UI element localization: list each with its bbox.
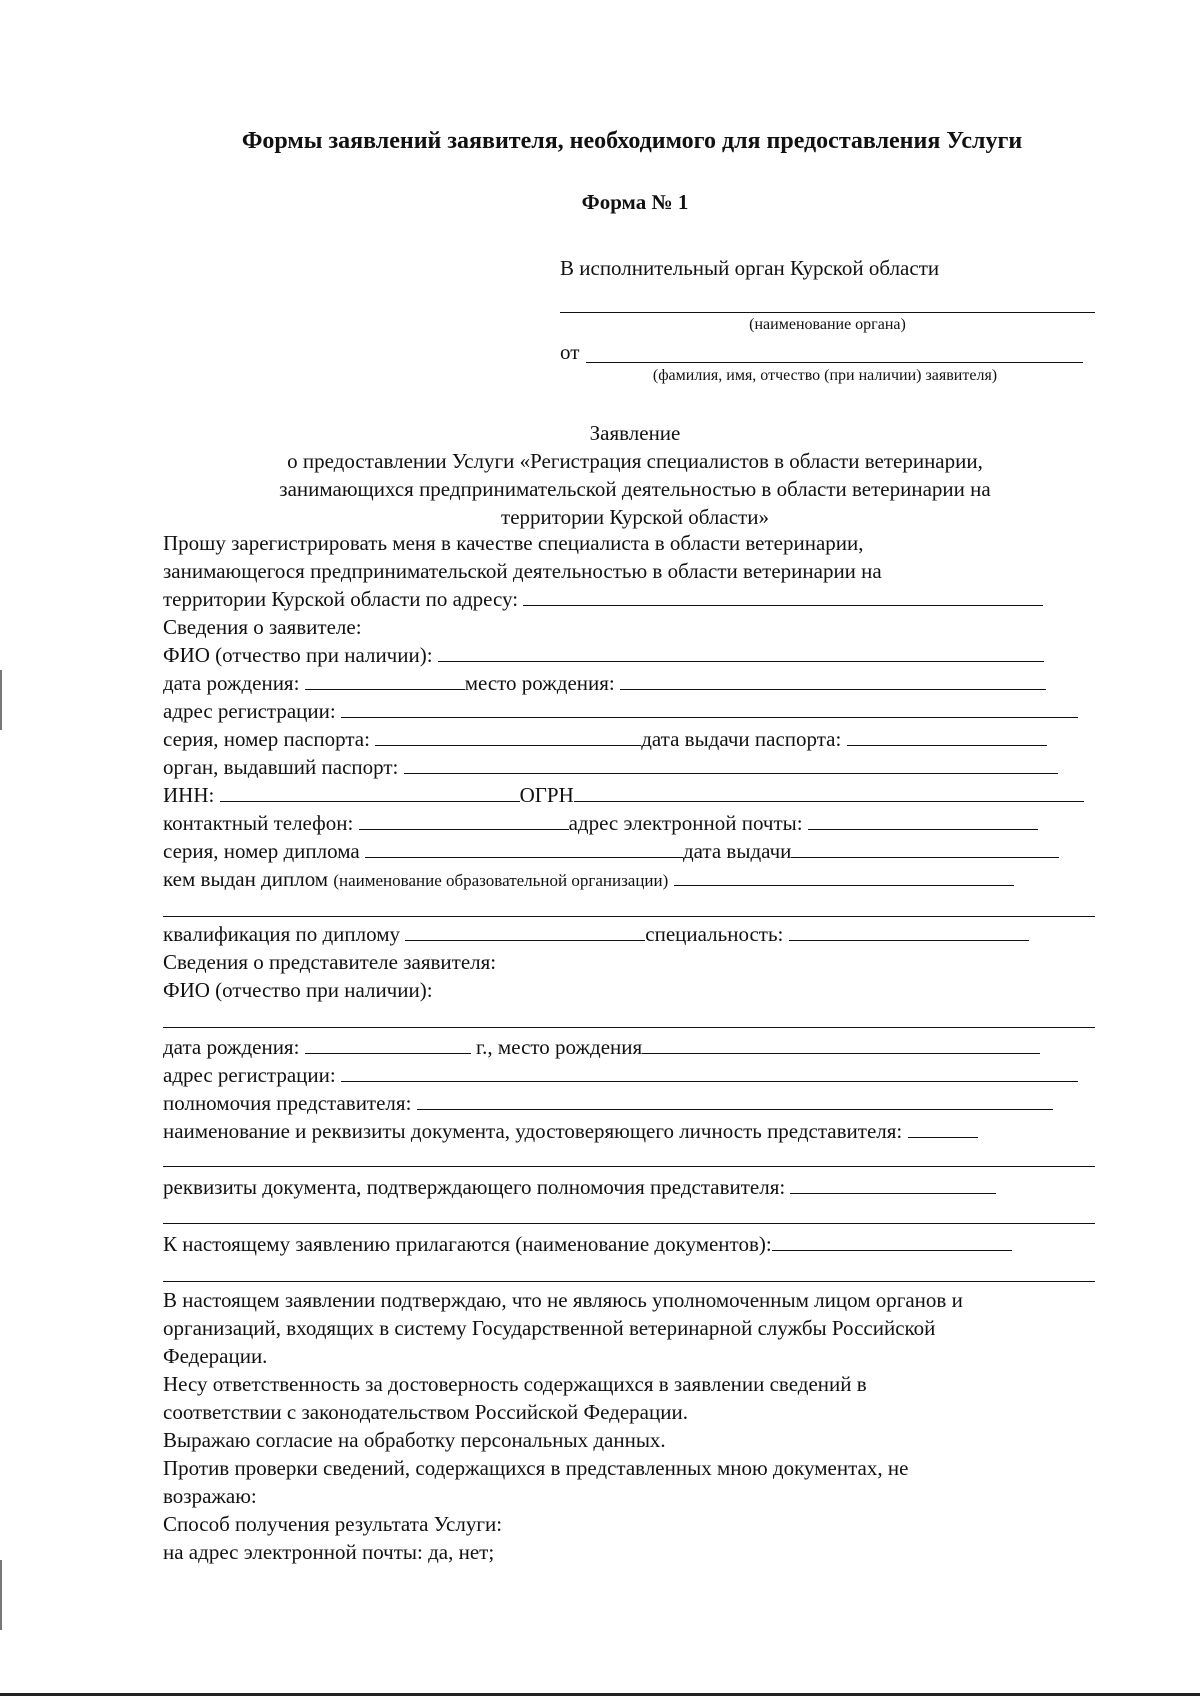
applicant-address-label: адрес регистрации: xyxy=(163,699,336,723)
representative-section-title: Сведения о представителе заявителя: xyxy=(163,950,497,974)
heading-line: о предоставлении Услуги «Регистрация специалистов в области ветеринарии, xyxy=(287,449,983,473)
representative-id-label: наименование и реквизиты документа, удостоверяющего личность представителя: xyxy=(163,1119,903,1143)
diploma-row xyxy=(163,839,1059,864)
applicant-caption: (фамилия, имя, отчество (при наличии) заявителя) xyxy=(652,367,998,384)
representative-id-row xyxy=(163,1119,978,1144)
addressee-to: В исполнительный орган Курской области xyxy=(560,256,940,280)
representative-fio-label: ФИО (отчество при наличии): xyxy=(163,978,433,1002)
form-number: Форма № 1 xyxy=(581,190,689,214)
applicant-fio-row xyxy=(163,643,1044,668)
applicant-birth-place-label: место рождения: xyxy=(464,671,615,695)
statement-line: В настоящем заявлении подтверждаю, что не являюсь уполномоченным лицом органов и xyxy=(163,1288,963,1312)
statement-line: Против проверки сведений, содержащихся в представленных мною документах, не xyxy=(163,1456,909,1480)
representative-birth-place-field[interactable] xyxy=(642,1035,1040,1054)
representative-authority-label: полномочия представителя: xyxy=(163,1091,412,1115)
inn-label: ИНН: xyxy=(163,783,215,807)
request-line: занимающегося предпринимательской деятельностью в области ветеринарии на xyxy=(163,559,882,583)
representative-address-row xyxy=(163,1063,1078,1088)
representative-address-field[interactable] xyxy=(341,1063,1078,1082)
diploma-issuer-note: (наименование образовательной организации) xyxy=(333,871,669,890)
diploma-issuer-field-continued[interactable] xyxy=(163,916,1095,917)
contacts-row xyxy=(163,811,1038,836)
diploma-issuer-field[interactable] xyxy=(674,867,1014,886)
representative-birth-date-field[interactable] xyxy=(305,1035,471,1054)
diploma-date-label: дата выдачи xyxy=(682,839,792,863)
applicant-fio-field[interactable] xyxy=(438,643,1044,662)
representative-id-field-continued[interactable] xyxy=(163,1166,1095,1167)
representative-address-label: адрес регистрации: xyxy=(163,1063,336,1087)
diploma-date-field[interactable] xyxy=(791,839,1059,858)
request-address-label: территории Курской области по адресу: xyxy=(163,587,519,611)
qualification-row xyxy=(163,922,1029,947)
applicant-name-field[interactable] xyxy=(586,362,1083,363)
applicant-birth-row xyxy=(163,671,1046,696)
statement-line: Федерации. xyxy=(163,1344,268,1368)
scan-edge-mark xyxy=(0,670,2,730)
email-field[interactable] xyxy=(808,811,1038,830)
passport-series-field[interactable] xyxy=(375,727,641,746)
representative-authority-doc-row xyxy=(163,1175,996,1200)
qualification-field[interactable] xyxy=(405,922,645,941)
passport-issuer-label: орган, выдавший паспорт: xyxy=(163,755,399,779)
application-heading xyxy=(0,419,1200,531)
representative-authority-doc-field-continued[interactable] xyxy=(163,1223,1095,1224)
passport-date-field[interactable] xyxy=(847,727,1047,746)
diploma-series-label: серия, номер диплома xyxy=(163,839,360,863)
email-label: адрес электронной почты: xyxy=(568,811,803,835)
ogrn-field[interactable] xyxy=(574,783,1084,802)
scan-bottom-edge xyxy=(0,1693,1200,1696)
passport-row xyxy=(163,727,1047,752)
heading-word: Заявление xyxy=(589,421,681,445)
statement-line: возражаю: xyxy=(163,1484,257,1508)
representative-birth-row xyxy=(163,1035,1040,1060)
passport-series-label: серия, номер паспорта: xyxy=(163,727,370,751)
organ-name-field[interactable] xyxy=(560,312,1095,313)
from-label: от xyxy=(560,340,580,364)
inn-field[interactable] xyxy=(220,783,520,802)
diploma-issuer-label: кем выдан диплом xyxy=(163,867,329,891)
applicant-address-field[interactable] xyxy=(341,699,1078,718)
specialty-label: специальность: xyxy=(645,922,784,946)
specialty-field[interactable] xyxy=(789,922,1029,941)
statement-line: организаций, входящих в систему Государственной ветеринарной службы Российской xyxy=(163,1316,936,1340)
result-method-label: Способ получения результата Услуги: xyxy=(163,1512,503,1536)
request-line: Прошу зарегистрировать меня в качестве специалиста в области ветеринарии, xyxy=(163,531,864,555)
document-title: Формы заявлений заявителя, необходимого для предоставления Услуги xyxy=(241,128,1023,154)
heading-line: территории Курской области» xyxy=(501,505,769,529)
representative-authority-field[interactable] xyxy=(417,1091,1053,1110)
attachments-label: К настоящему заявлению прилагаются (наименование документов): xyxy=(163,1232,772,1256)
ogrn-label: ОГРН xyxy=(519,783,574,807)
attachments-field-continued[interactable] xyxy=(163,1281,1095,1282)
statement-line: соответствии с законодательством Российской Федерации. xyxy=(163,1400,688,1424)
qualification-label: квалификация по диплому xyxy=(163,922,401,946)
applicant-birth-date-field[interactable] xyxy=(305,671,465,690)
applicant-address-row xyxy=(163,699,1078,724)
representative-id-field[interactable] xyxy=(908,1119,978,1138)
attachments-row xyxy=(163,1232,1012,1257)
applicant-fio-label: ФИО (отчество при наличии): xyxy=(163,643,433,667)
passport-issuer-field[interactable] xyxy=(404,755,1058,774)
statement-line: Выражаю согласие на обработку персональных данных. xyxy=(163,1428,666,1452)
diploma-series-field[interactable] xyxy=(365,839,683,858)
applicant-birth-date-label: дата рождения: xyxy=(163,671,300,695)
activity-address-field[interactable] xyxy=(523,587,1043,606)
heading-line: занимающихся предпринимательской деятельностью в области ветеринарии на xyxy=(279,477,991,501)
applicant-birth-place-field[interactable] xyxy=(620,671,1046,690)
statement-line: Несу ответственность за достоверность содержащихся в заявлении сведений в xyxy=(163,1372,867,1396)
phone-label: контактный телефон: xyxy=(163,811,354,835)
applicant-section-title: Сведения о заявителе: xyxy=(163,615,362,639)
representative-birth-place-label: г., место рождения xyxy=(475,1035,643,1059)
passport-date-label: дата выдачи паспорта: xyxy=(641,727,842,751)
representative-fio-field[interactable] xyxy=(163,1027,1095,1028)
representative-authority-row xyxy=(163,1091,1053,1116)
attachments-field[interactable] xyxy=(772,1232,1012,1251)
phone-field[interactable] xyxy=(359,811,569,830)
representative-birth-date-label: дата рождения: xyxy=(163,1035,300,1059)
organ-caption: (наименование органа) xyxy=(749,316,906,333)
request-line xyxy=(163,587,1043,612)
representative-authority-doc-label: реквизиты документа, подтверждающего полномочия представителя: xyxy=(163,1175,786,1199)
diploma-issuer-row xyxy=(163,867,1014,892)
scan-edge-mark xyxy=(0,1560,2,1630)
inn-ogrn-row xyxy=(163,783,1084,808)
passport-issuer-row xyxy=(163,755,1058,780)
email-delivery-option: на адрес электронной почты: да, нет; xyxy=(163,1540,495,1564)
representative-authority-doc-field[interactable] xyxy=(790,1175,996,1194)
